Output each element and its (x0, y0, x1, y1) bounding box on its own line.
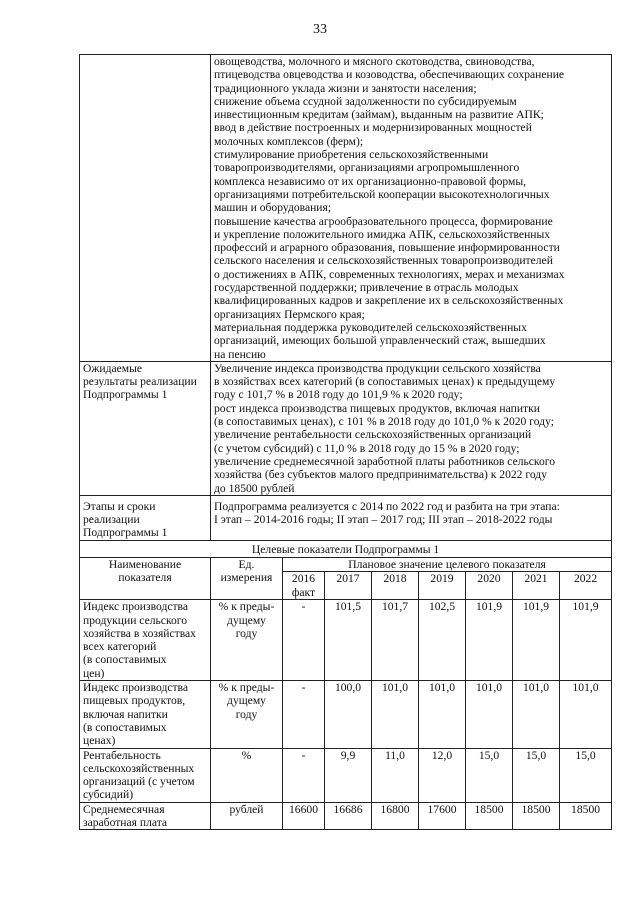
expected-results-text (211, 361, 612, 495)
stages-label (80, 495, 211, 540)
unit-line: году (235, 626, 258, 640)
unit-line: % к преды- (218, 681, 275, 695)
unit-line: рублей (229, 802, 264, 816)
value-cell: 101,0 (513, 681, 560, 748)
targets-title: Целевые показатели Подпрограммы 1 (80, 540, 612, 557)
page-number: 33 (313, 22, 327, 37)
table-row (80, 600, 612, 681)
name-line: Рентабельность (83, 748, 161, 762)
label-line: Подпрограммы 1 (83, 526, 168, 540)
indicator-unit (211, 802, 283, 830)
text-line: повышение качества агрообразовательного процесса, формирование (214, 214, 553, 228)
value-cell: 102,5 (419, 600, 466, 681)
continuation-text (211, 55, 612, 362)
year-label: 2018 (383, 572, 407, 586)
table-row (80, 748, 612, 802)
value-cell: 101,9 (513, 600, 560, 681)
value-cell: - (283, 681, 325, 748)
year-label: 2019 (430, 572, 454, 586)
text-line: на пенсию (214, 347, 266, 361)
name-line: хозяйства в хозяйствах (83, 626, 196, 640)
col-header-planned: Плановое значение целевого показателя (283, 557, 612, 571)
name-line: продукции сельского (83, 613, 188, 627)
indicator-unit (211, 681, 283, 748)
indicator-unit (211, 748, 283, 802)
year-header-2020 (466, 572, 513, 600)
value-cell: 101,0 (372, 681, 419, 748)
text-line: квалифицированных кадров и закрепление их в сельскохозяйственных (214, 294, 564, 308)
year-header-2016 (283, 572, 325, 600)
value-cell: 100,0 (325, 681, 372, 748)
value-cell: 101,7 (372, 600, 419, 681)
col-header-unit (211, 557, 283, 599)
stages-text (211, 495, 612, 540)
text-line: (с учетом субсидий) с 11,0 % в 2018 году до 15 % в 2020 году; (214, 441, 520, 455)
table-row (80, 802, 612, 830)
name-line: заработная плата (83, 816, 168, 830)
name-line: Среднемесячная (83, 802, 165, 816)
value-cell: 101,0 (466, 681, 513, 748)
text-line: птицеводства овцеводства и козоводства, обеспечивающих сохранение (214, 68, 565, 82)
value-cell: - (283, 600, 325, 681)
col-header-name (80, 557, 211, 599)
unit-line: % к преды- (218, 600, 275, 614)
text-line: организациями потребительской кооперации высокотехнологичных (214, 187, 550, 201)
year-label: 2022 (573, 572, 598, 586)
unit-line: дущему (227, 613, 266, 627)
text-line: машин и оборудования; (214, 201, 332, 215)
text-line: году с 101,7 % в 2018 году до 101,9 % к 2020 году; (214, 388, 463, 402)
text-line: Увеличение индекса производства продукции сельского хозяйства (214, 361, 541, 375)
value-cell: 101,5 (325, 600, 372, 681)
year-header-2021 (513, 572, 560, 600)
value-cell: 16800 (372, 802, 419, 830)
year-label: 2016 (291, 572, 316, 586)
text-line: инвестиционным кредитам (займам), выданным на развитие АПК; (214, 108, 544, 122)
name-line: организаций (с учетом (83, 775, 195, 789)
name-line: всех категорий (83, 640, 157, 654)
value-cell: 101,0 (560, 681, 612, 748)
value-cell: 18500 (466, 802, 513, 830)
unit-line: дущему (227, 694, 266, 708)
text-line: о достижениях в АПК, современных технологиях, мерах и механизмах (214, 267, 565, 281)
year-label: 2017 (336, 572, 360, 586)
name-line: (в сопоставимых (83, 653, 167, 667)
name-line: Индекс производства (83, 681, 189, 695)
value-cell: 101,9 (466, 600, 513, 681)
text-line: традиционного уклада жизни и занятости населения; (214, 81, 477, 95)
continuation-label-cell (80, 55, 211, 362)
text-line: в хозяйствах всех категорий (в сопоставимых ценах) к предыдущему (214, 375, 556, 389)
text-line: увеличение среднемесячной заработной платы работников сельского (214, 454, 556, 468)
name-line: сельскохозяйственных (83, 761, 195, 775)
year-header-2018 (372, 572, 419, 600)
value-cell: 18500 (513, 802, 560, 830)
value-cell: - (283, 748, 325, 802)
year-label: 2021 (524, 572, 548, 586)
text-line: профессий и аграрного образования, повышение информированности (214, 241, 560, 255)
indicator-name (80, 681, 211, 748)
name-line: цен) (83, 666, 105, 680)
text-line: до 18500 рублей (214, 481, 295, 495)
value-cell: 101,0 (419, 681, 466, 748)
text-line: стимулирование приобретения сельскохозяйственными (214, 148, 489, 162)
expected-results-row (80, 361, 612, 495)
header-line: Ед. (238, 557, 255, 571)
text-line: сельского населения и сельскохозяйственных товаропроизводителей (214, 254, 553, 268)
continuation-row (80, 55, 612, 362)
unit-line: году (235, 707, 258, 721)
header-line: показателя (118, 571, 172, 585)
text-line: организациях Пермского края; (214, 307, 365, 321)
text-line: ввод в действие построенных и модернизированных мощностей (214, 121, 532, 135)
targets-header-row (80, 557, 612, 571)
name-line: пищевых продуктов, (83, 694, 186, 708)
text-line: молочных комплексов (ферм); (214, 134, 364, 148)
text-line: рост индекса производства пищевых продуктов, включая напитки (214, 401, 540, 415)
text-line: комплекса независимо от их организационно-правовой формы, (214, 174, 527, 188)
name-line: (в сопоставимых (83, 720, 167, 734)
year-header-2019 (419, 572, 466, 600)
unit-line: % (241, 748, 252, 762)
targets-title-row (80, 540, 612, 557)
year-sublabel: факт (291, 585, 316, 599)
text-line: (в сопоставимых ценах), с 101 % в 2018 году до 101,0 % к 2020 году; (214, 415, 554, 429)
text-line: материальная поддержка руководителей сельскохозяйственных (214, 320, 527, 334)
text-line: и укрепление положительного имиджа АПК, сельскохозяйственных (214, 227, 551, 241)
value-cell: 12,0 (419, 748, 466, 802)
header-line: измерения (220, 571, 273, 585)
header-line: Наименование (108, 557, 182, 571)
year-header-2022 (560, 572, 612, 600)
value-cell: 9,9 (325, 748, 372, 802)
year-header-2017 (325, 572, 372, 600)
indicator-unit (211, 600, 283, 681)
name-line: включая напитки (83, 707, 168, 721)
expected-results-label (80, 361, 211, 495)
value-cell: 15,0 (513, 748, 560, 802)
value-cell: 16600 (283, 802, 325, 830)
text-line: товаропроизводителями, организациями агропромышленного (214, 161, 520, 175)
text-line: организаций, имеющих большой управленческий стаж, вышедших (214, 334, 546, 348)
table-row (80, 681, 612, 748)
text-line: увеличение рентабельности сельскохозяйственных организаций (214, 428, 532, 442)
text-line: снижение объема ссудной задолженности по субсидируемым (214, 94, 517, 108)
text-line: овощеводства, молочного и мясного скотоводства, свиноводства, (214, 55, 535, 68)
name-line: ценах) (83, 734, 116, 748)
text-line: хозяйства (без субъектов малого предпринимательства) к 2022 году (214, 468, 547, 482)
value-cell: 16686 (325, 802, 372, 830)
stages-row (80, 495, 612, 540)
value-cell: 15,0 (466, 748, 513, 802)
label-line: Ожидаемые (83, 361, 143, 375)
label-line: Подпрограммы 1 (83, 388, 168, 402)
name-line: Индекс производства (83, 600, 189, 614)
text-line: Подпрограмма реализуется с 2014 по 2022 год и разбита на три этапа: (214, 499, 560, 513)
indicator-name (80, 802, 211, 830)
subprogram-passport-table (79, 54, 612, 830)
text-line: государственной поддержки; привлечение в отрасль молодых (214, 281, 519, 295)
indicator-name (80, 600, 211, 681)
indicator-name (80, 748, 211, 802)
name-line: субсидий) (83, 788, 134, 802)
label-line: реализации (83, 513, 140, 527)
text-line: I этап – 2014-2016 годы; II этап – 2017 год; III этап – 2018-2022 годы (214, 513, 553, 527)
value-cell: 18500 (560, 802, 612, 830)
value-cell: 11,0 (372, 748, 419, 802)
value-cell: 15,0 (560, 748, 612, 802)
label-line: результаты реализации (83, 375, 197, 389)
value-cell: 101,9 (560, 600, 612, 681)
year-label: 2020 (477, 572, 501, 586)
label-line: Этапы и сроки (83, 499, 156, 513)
value-cell: 17600 (419, 802, 466, 830)
